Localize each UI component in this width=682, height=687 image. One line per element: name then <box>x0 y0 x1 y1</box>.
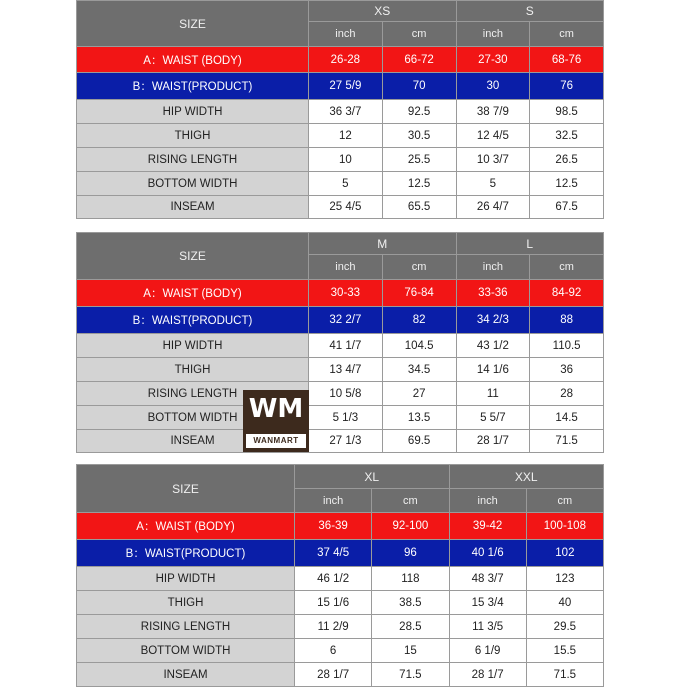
table-cell: 100-108 <box>526 513 603 540</box>
table-row <box>77 334 604 358</box>
table-cell: 65.5 <box>382 196 456 219</box>
table-cell: 30 <box>456 73 530 100</box>
table-cell: 11 3/5 <box>449 615 526 639</box>
table-cell: 10 5/8 <box>309 382 383 406</box>
table-cell: 34 2/3 <box>456 307 530 334</box>
table-cell: 27-30 <box>456 47 530 73</box>
unit-header: cm <box>530 255 604 280</box>
table-cell: 27 1/3 <box>309 430 383 453</box>
table-cell: 5 <box>309 172 383 196</box>
size-group-s: S <box>456 1 604 22</box>
table-cell: 69.5 <box>382 430 456 453</box>
table-row <box>77 639 604 663</box>
table-cell: 46 1/2 <box>295 567 372 591</box>
table-cell: 40 1/6 <box>449 540 526 567</box>
table-cell: 5 1/3 <box>309 406 383 430</box>
table-cell: 76-84 <box>382 280 456 307</box>
size-group-m: M <box>309 233 457 255</box>
row-label: INSEAM <box>77 430 309 453</box>
table-cell: 96 <box>372 540 449 567</box>
unit-header: inch <box>309 255 383 280</box>
table-cell: 36 3/7 <box>309 100 383 124</box>
table-cell: 38 7/9 <box>456 100 530 124</box>
row-label: INSEAM <box>77 663 295 687</box>
table-row <box>77 307 604 334</box>
table-row <box>77 196 604 219</box>
table-cell: 30.5 <box>382 124 456 148</box>
table-cell: 48 3/7 <box>449 567 526 591</box>
row-label: RISING LENGTH <box>77 148 309 172</box>
row-label: BOTTOM WIDTH <box>77 639 295 663</box>
table-row <box>77 148 604 172</box>
table-cell: 6 <box>295 639 372 663</box>
row-label: THIGH <box>77 591 295 615</box>
row-label: BOTTOM WIDTH <box>77 406 309 430</box>
table-cell: 15 1/6 <box>295 591 372 615</box>
row-label: B：WAIST(PRODUCT) <box>77 73 309 100</box>
unit-header: cm <box>530 22 604 47</box>
size-header: SIZE <box>77 233 309 280</box>
table-cell: 102 <box>526 540 603 567</box>
table-row <box>77 47 604 73</box>
table-cell: 28 1/7 <box>456 430 530 453</box>
table-row <box>77 100 604 124</box>
table-cell: 33-36 <box>456 280 530 307</box>
table-cell: 10 3/7 <box>456 148 530 172</box>
table-cell: 28 1/7 <box>295 663 372 687</box>
table-row <box>77 591 604 615</box>
size-header: SIZE <box>77 1 309 47</box>
table-cell: 25 4/5 <box>309 196 383 219</box>
table-row <box>77 172 604 196</box>
table-cell: 104.5 <box>382 334 456 358</box>
table-cell: 92.5 <box>382 100 456 124</box>
table-cell: 92-100 <box>372 513 449 540</box>
table-cell: 82 <box>382 307 456 334</box>
table-row <box>77 615 604 639</box>
row-label: THIGH <box>77 124 309 148</box>
size-group-xs: XS <box>309 1 457 22</box>
row-label: BOTTOM WIDTH <box>77 172 309 196</box>
row-label: B：WAIST(PRODUCT) <box>77 307 309 334</box>
table-cell: 25.5 <box>382 148 456 172</box>
row-label: THIGH <box>77 358 309 382</box>
table-cell: 118 <box>372 567 449 591</box>
table-cell: 13.5 <box>382 406 456 430</box>
table-cell: 11 2/9 <box>295 615 372 639</box>
unit-header: cm <box>382 255 456 280</box>
table-cell: 39-42 <box>449 513 526 540</box>
table-cell: 68-76 <box>530 47 604 73</box>
size-chart-xs-s <box>76 0 604 219</box>
table-cell: 71.5 <box>372 663 449 687</box>
unit-header: inch <box>295 489 372 513</box>
size-chart-m-l <box>76 232 604 453</box>
table-cell: 28 1/7 <box>449 663 526 687</box>
table-cell: 14.5 <box>530 406 604 430</box>
table-cell: 41 1/7 <box>309 334 383 358</box>
table-cell: 27 <box>382 382 456 406</box>
row-label: INSEAM <box>77 196 309 219</box>
table-row <box>77 430 604 453</box>
table-cell: 67.5 <box>530 196 604 219</box>
table-cell: 70 <box>382 73 456 100</box>
table-cell: 26.5 <box>530 148 604 172</box>
table-cell: 37 4/5 <box>295 540 372 567</box>
table-cell: 12 4/5 <box>456 124 530 148</box>
table-cell: 43 1/2 <box>456 334 530 358</box>
table-cell: 71.5 <box>530 430 604 453</box>
unit-header: cm <box>526 489 603 513</box>
table-cell: 32 2/7 <box>309 307 383 334</box>
table-cell: 76 <box>530 73 604 100</box>
unit-header: inch <box>309 22 383 47</box>
row-label: HIP WIDTH <box>77 100 309 124</box>
table-cell: 88 <box>530 307 604 334</box>
table-cell: 12.5 <box>530 172 604 196</box>
table-row <box>77 663 604 687</box>
table-cell: 13 4/7 <box>309 358 383 382</box>
row-label: A：WAIST (BODY) <box>77 513 295 540</box>
table-cell: 123 <box>526 567 603 591</box>
table-cell: 5 <box>456 172 530 196</box>
table-cell: 11 <box>456 382 530 406</box>
table-cell: 15.5 <box>526 639 603 663</box>
table-cell: 36-39 <box>295 513 372 540</box>
table-row <box>77 358 604 382</box>
row-label: A：WAIST (BODY) <box>77 47 309 73</box>
table-cell: 15 <box>372 639 449 663</box>
table-cell: 34.5 <box>382 358 456 382</box>
table-row <box>77 124 604 148</box>
table-cell: 14 1/6 <box>456 358 530 382</box>
row-label: HIP WIDTH <box>77 567 295 591</box>
table-row <box>77 73 604 100</box>
table-cell: 32.5 <box>530 124 604 148</box>
table-row <box>77 513 604 540</box>
size-header: SIZE <box>77 465 295 513</box>
table-cell: 28 <box>530 382 604 406</box>
size-group-l: L <box>456 233 604 255</box>
size-group-xxl: XXL <box>449 465 604 489</box>
table-row <box>77 382 604 406</box>
table-cell: 40 <box>526 591 603 615</box>
table-cell: 36 <box>530 358 604 382</box>
row-label: B：WAIST(PRODUCT) <box>77 540 295 567</box>
logo-mark: WM <box>248 394 304 424</box>
table-cell: 29.5 <box>526 615 603 639</box>
table-cell: 12.5 <box>382 172 456 196</box>
table-cell: 15 3/4 <box>449 591 526 615</box>
table-row <box>77 567 604 591</box>
table-cell: 12 <box>309 124 383 148</box>
table-row <box>77 406 604 430</box>
table-cell: 30-33 <box>309 280 383 307</box>
table-cell: 27 5/9 <box>309 73 383 100</box>
logo-name: WANMART <box>246 434 306 448</box>
table-cell: 98.5 <box>530 100 604 124</box>
unit-header: cm <box>372 489 449 513</box>
unit-header: cm <box>382 22 456 47</box>
size-chart-xl-xxl <box>76 464 604 687</box>
table-row <box>77 540 604 567</box>
size-group-xl: XL <box>295 465 450 489</box>
table-cell: 38.5 <box>372 591 449 615</box>
table-cell: 110.5 <box>530 334 604 358</box>
table-cell: 71.5 <box>526 663 603 687</box>
row-label: HIP WIDTH <box>77 334 309 358</box>
table-cell: 6 1/9 <box>449 639 526 663</box>
table-cell: 28.5 <box>372 615 449 639</box>
row-label: RISING LENGTH <box>77 382 309 406</box>
row-label: RISING LENGTH <box>77 615 295 639</box>
table-cell: 66-72 <box>382 47 456 73</box>
table-cell: 10 <box>309 148 383 172</box>
unit-header: inch <box>449 489 526 513</box>
table-cell: 84-92 <box>530 280 604 307</box>
table-cell: 26-28 <box>309 47 383 73</box>
row-label: A：WAIST (BODY) <box>77 280 309 307</box>
wanmart-logo <box>243 390 309 452</box>
table-cell: 26 4/7 <box>456 196 530 219</box>
table-row <box>77 280 604 307</box>
unit-header: inch <box>456 255 530 280</box>
unit-header: inch <box>456 22 530 47</box>
table-cell: 5 5/7 <box>456 406 530 430</box>
